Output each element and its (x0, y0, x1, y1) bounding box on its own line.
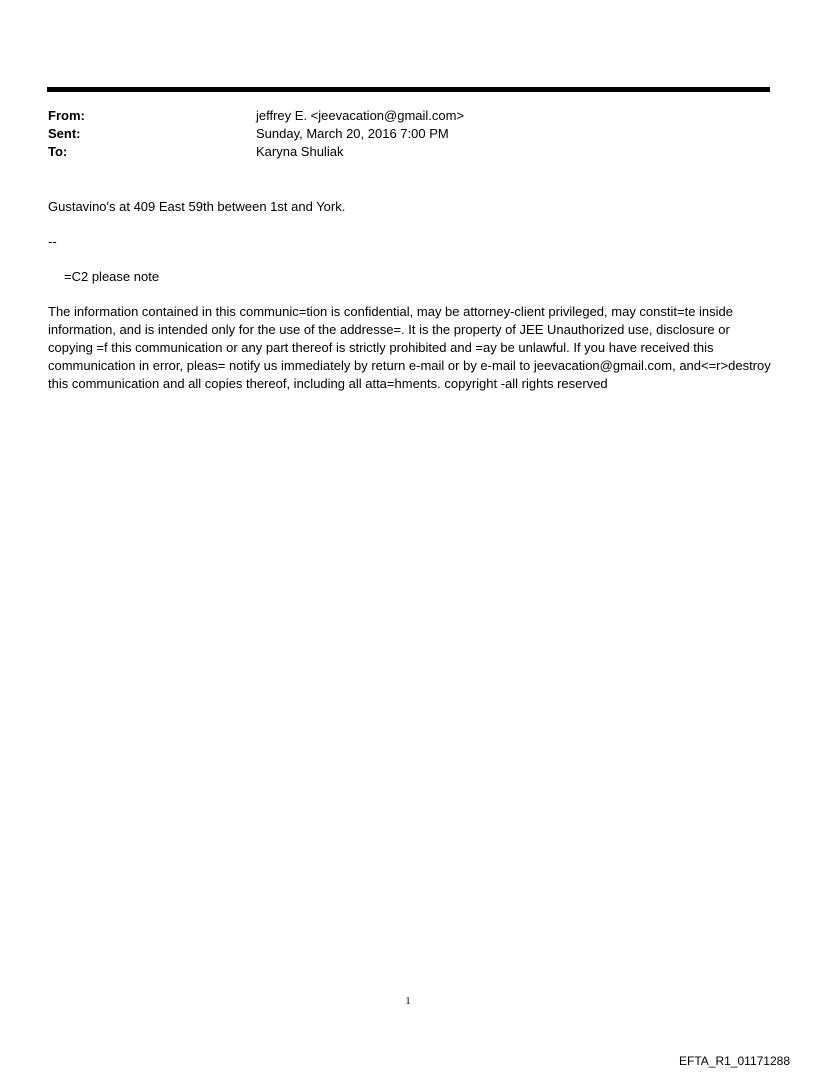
to-label: To: (48, 144, 68, 159)
from-row (48, 107, 768, 125)
message-body: Gustavino's at 409 East 59th between 1st and York. (48, 199, 346, 214)
from-value: jeffrey E. <jeevacation@gmail.com> (256, 108, 465, 123)
signature-note: =C2 please note (64, 269, 160, 284)
page-number: 1 (405, 995, 411, 1007)
confidentiality-disclaimer: The information contained in this communic=tion is confidential, may be attorney-client privileged, may constit=te inside information, and is intended only for the use of the addresse=. It is the property of JEE Unauthorized use, disclosure or copying =f this communication or any part thereof is strictly prohibited and =ay be unlawful. If you have received this communication in error, pleas= notify us immediately by return e-mail or by e-mail to jeevacation@gmail.com, and<=r>destroy this communication and all copies thereof, including all atta=hments. copyright -all rights reserved (48, 304, 771, 391)
document-id: EFTA_R1_01171288 (679, 1054, 790, 1068)
from-label: From: (48, 108, 85, 123)
to-value: Karyna Shuliak (256, 144, 344, 159)
email-header (48, 107, 768, 161)
sent-label: Sent: (48, 126, 81, 141)
sent-row (48, 125, 768, 143)
signature-separator: -- (48, 234, 57, 249)
header-divider (47, 87, 770, 92)
sent-value: Sunday, March 20, 2016 7:00 PM (256, 126, 449, 141)
to-row (48, 143, 768, 161)
